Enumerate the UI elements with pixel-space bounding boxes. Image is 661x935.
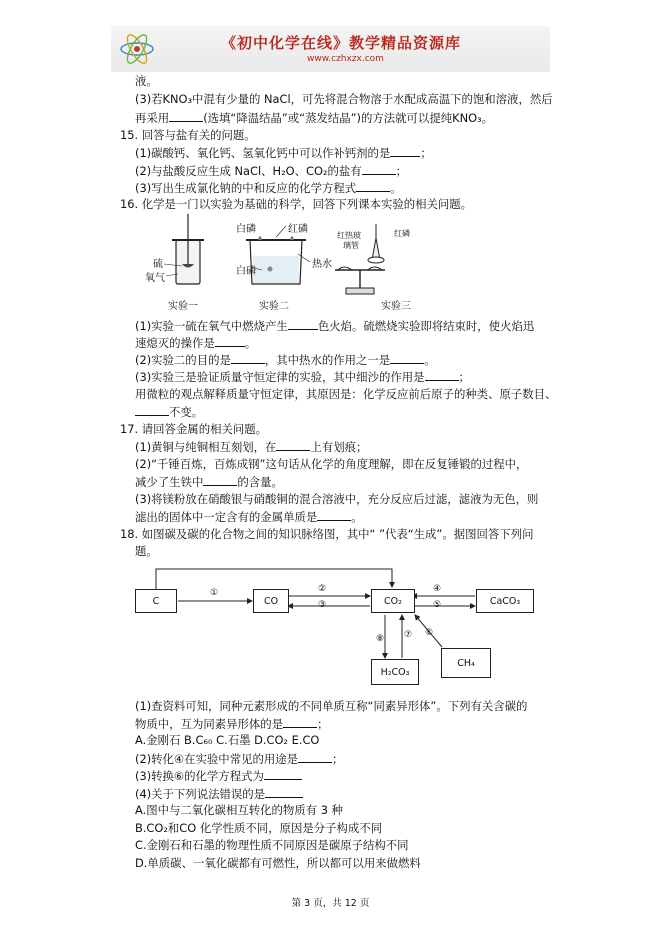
exp2-white-phosphorus-label: 白磷: [236, 224, 256, 235]
text-part: 减少了生铁中: [135, 475, 204, 489]
exp3-glass-tube-label: 红热玻: [337, 231, 361, 240]
answer-blank[interactable]: [265, 786, 303, 798]
option-b: B.CO₂和CO 化学性质不同，原因是分子构成不同: [135, 821, 383, 835]
text-line: (1)查资料可知，同种元素形成的不同单质互称“同素异形体”。下列有关含碳的: [135, 699, 528, 713]
text-part: 上有划痕；: [310, 440, 368, 454]
answer-blank[interactable]: [390, 145, 420, 157]
text-part: (3)转换⑥的化学方程式为: [135, 769, 264, 783]
question-18-title: 18. 如图碳及碳的化合物之间的知识脉络图，其中“ ”代表“生成”。据图回答下列问: [120, 527, 534, 541]
text-line: [135, 786, 303, 801]
answer-blank[interactable]: [425, 369, 459, 381]
exp1-sulfur-label: 硫: [153, 259, 163, 270]
node-co: CO: [253, 589, 289, 613]
answer-blank[interactable]: [203, 474, 237, 486]
text-part: ，其中热水的作用之一是: [264, 353, 391, 367]
experiment-figures: [150, 214, 385, 296]
text-part: ；: [332, 752, 344, 766]
text-line: [135, 110, 493, 125]
banner-url: www.czhxzx.com: [307, 54, 384, 64]
text-part: (2)实验二的目的是: [135, 353, 231, 367]
text-part: 。: [390, 181, 402, 195]
arrow-label-5: ⑤: [433, 600, 442, 610]
arrow-label-2: ②: [318, 584, 327, 594]
text-part: 速熄灭的操作是: [135, 336, 215, 350]
text-line: 题。: [135, 544, 158, 558]
text-part: 物质中，互为同素异形体的是: [135, 717, 284, 731]
text-part: (4)关于下列说法错误的是: [135, 787, 266, 801]
arrow-label-6: ⑥: [425, 628, 434, 638]
text-part: (3)写出生成氯化钠的中和反应的化学方程式: [135, 181, 357, 195]
answer-blank[interactable]: [215, 335, 245, 347]
text-part: (选填“降温结晶”或“蒸发结晶”)的方法就可以提纯KNO₃。: [203, 111, 494, 125]
experiment-one-apparatus: [164, 214, 204, 284]
text-part: 再采用: [135, 111, 170, 125]
answer-blank[interactable]: [390, 352, 424, 364]
text-line: (3)若KNO₃中混有少量的 NaCl，可先将混合物溶于水配成高温下的饱和溶液，然后: [135, 92, 553, 106]
text-line: [135, 768, 302, 783]
page-footer: 第 3 页，共 12 页: [291, 898, 370, 909]
node-co2: CO₂: [371, 589, 415, 613]
text-part: (1)实验一硫在氧气中燃烧产生: [135, 319, 288, 333]
arrow-label-7: ⑦: [404, 630, 413, 640]
text-part: (3)实验三是验证质量守恒定律的实验，其中细沙的作用是: [135, 370, 425, 384]
answer-blank[interactable]: [283, 716, 317, 728]
text-line: [135, 404, 203, 419]
arrow-label-3: ③: [318, 600, 327, 610]
text-line: [135, 369, 470, 384]
answer-blank[interactable]: [317, 509, 351, 521]
text-part: (1)碳酸钙、氧化钙、氢氧化钙中可以作补钙剂的是: [135, 146, 391, 160]
text-line: [135, 335, 256, 350]
text-part: 的含量。: [237, 475, 283, 489]
experiment-one-caption: 实验一: [168, 301, 198, 312]
text-line: (2)“千锤百炼，百炼成钢”这句话从化学的角度理解，即在反复锤锻的过程中，: [135, 457, 528, 471]
answer-blank[interactable]: [169, 110, 203, 122]
arrow-c-to-co2: [156, 569, 392, 589]
option-d: D.单质碳、一氧化碳都有可燃性，所以都可以用来做燃料: [135, 856, 421, 870]
answer-blank[interactable]: [231, 352, 265, 364]
text-line: (3)将镁粉放在硝酸银与硝酸铜的混合溶液中，充分反应后过滤，滤液为无色，则: [135, 492, 539, 506]
text-part: 滤出的固体中一定含有的金属单质是: [135, 510, 318, 524]
text-line: [135, 180, 402, 195]
options-line: A.金刚石 B.C₆₀ C.石墨 D.CO₂ E.CO: [135, 733, 320, 747]
text-line: 用微粒的观点解释质量守恒定律，其原因是：化学反应前后原子的种类、原子数目、: [135, 387, 557, 401]
node-caco3: CaCO₃: [476, 589, 534, 613]
answer-blank[interactable]: [362, 163, 396, 175]
text-line: [135, 352, 436, 367]
node-c: C: [135, 589, 177, 613]
answer-blank[interactable]: [264, 768, 302, 780]
text-line: [135, 751, 343, 766]
node-h2co3: H₂CO₃: [371, 659, 419, 685]
text-line: [135, 163, 407, 178]
question-15-title: 15. 回答与盐有关的问题。: [120, 128, 256, 142]
arrow-label-4: ④: [433, 584, 442, 594]
experiment-two-caption: 实验二: [259, 301, 289, 312]
text-part: 。: [244, 336, 257, 350]
answer-blank[interactable]: [356, 180, 390, 192]
exp3-glass-tube-label-2: 璃管: [343, 241, 359, 250]
text-part: 不变。: [169, 405, 204, 419]
text-part: ；: [420, 146, 432, 160]
text-part: (1)黄铜与纯铜相互刻划，在: [135, 440, 277, 454]
answer-blank[interactable]: [298, 751, 332, 763]
banner-title: 《初中化学在线》教学精品资源库: [221, 34, 462, 52]
exp3-red-phosphorus-label: 红磷: [394, 229, 410, 238]
node-ch4: CH₄: [441, 648, 491, 678]
answer-blank[interactable]: [288, 318, 318, 330]
arrow-label-8: ⑧: [376, 634, 385, 644]
exp1-oxygen-label: 氧气: [145, 273, 165, 284]
text-line: [135, 716, 329, 731]
question-17-title: 17. 请回答金属的相关问题。: [120, 422, 268, 436]
text-part: ；: [395, 164, 408, 178]
exp2-red-phosphorus-label: 红磷: [288, 224, 308, 235]
text-line: [135, 318, 534, 333]
text-part: 。: [424, 353, 436, 367]
header-banner: [111, 26, 550, 72]
text-part: ；: [317, 717, 329, 731]
text-line: [135, 474, 283, 489]
text-part: (2)转化④在实验中常见的用途是: [135, 752, 299, 766]
text-part: 色火焰。硫燃烧实验即将结束时，使火焰迅: [317, 319, 535, 333]
text-line: [135, 145, 432, 160]
answer-blank[interactable]: [135, 404, 169, 416]
text-part: (2)与盐酸反应生成 NaCl、H₂O、CO₂的盐有: [135, 164, 362, 178]
exp2-hot-water-label: 热水: [312, 259, 332, 270]
answer-blank[interactable]: [276, 439, 310, 451]
text-part: ；: [458, 370, 470, 384]
exp2-white-phosphorus-label-2: 白磷: [236, 266, 256, 277]
option-a: A.图中与二氧化碳相互转化的物质有 3 种: [135, 803, 343, 817]
option-c: C.金刚石和石墨的物理性质不同原因是碳原子结构不同: [135, 838, 409, 852]
text-line: [135, 509, 363, 524]
arrow-label-1: ①: [210, 588, 219, 598]
text-part: 。: [351, 510, 363, 524]
question-16-title: 16. 化学是一门以实验为基础的科学，回答下列课本实验的相关问题。: [120, 197, 473, 211]
text-line: 液。: [135, 74, 158, 88]
atom-logo-icon: [117, 30, 157, 68]
text-line: [135, 439, 367, 454]
experiment-three-caption: 实验三: [381, 301, 411, 312]
